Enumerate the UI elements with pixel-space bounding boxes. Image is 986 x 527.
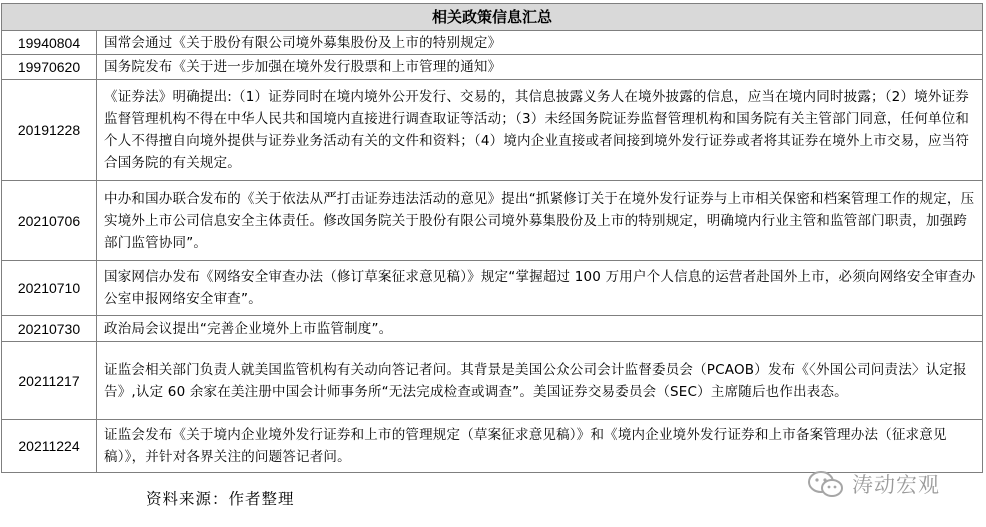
table-row bbox=[2, 316, 983, 342]
table-row bbox=[2, 181, 983, 261]
row-date: 20211217 bbox=[2, 342, 97, 420]
table-row bbox=[2, 420, 983, 473]
row-date: 20191228 bbox=[2, 80, 97, 181]
row-description: 国务院发布《关于进一步加强在境外发行股票和上市管理的通知》 bbox=[97, 55, 983, 80]
watermark bbox=[806, 469, 940, 499]
row-date: 20211224 bbox=[2, 420, 97, 473]
table-row bbox=[2, 261, 983, 316]
watermark-text: 涛动宏观 bbox=[852, 473, 940, 497]
row-description: 中办和国办联合发布的《关于依法从严打击证券违法活动的意见》提出“抓紧修订关于在境外发行证券与上市相关保密和档案管理工作的规定，压实境外上市公司信息安全主体责任。修改国务院关于股份有限公司境外募集股份及上市的特别规定，明确境内行业主管和监管部门职责，加强跨部门监管协同”。 bbox=[97, 181, 983, 261]
source-note: 资料来源：作者整理 bbox=[146, 490, 295, 508]
wechat-icon bbox=[806, 469, 846, 499]
row-date: 20210730 bbox=[2, 316, 97, 342]
row-date: 20210710 bbox=[2, 261, 97, 316]
row-description: 证监会相关部门负责人就美国监管机构有关动向答记者问。其背景是美国公众公司会计监督委员会（PCAOB）发布《〈外国公司问责法〉认定报告》,认定 60 余家在美注册中国会计师事务所“无法完成检查或调查”。美国证券交易委员会（SEC）主席随后也作出表态。 bbox=[97, 342, 983, 420]
table-row bbox=[2, 55, 983, 80]
row-description: 证监会发布《关于境内企业境外发行证券和上市的管理规定（草案征求意见稿）》和《境内企业境外发行证券和上市备案管理办法（征求意见稿）》，并针对各界关注的问题答记者问。 bbox=[97, 420, 983, 473]
row-description: 国家网信办发布《网络安全审查办法（修订草案征求意见稿）》规定“掌握超过 100 万用户个人信息的运营者赴国外上市，必须向网络安全审查办公室申报网络安全审查”。 bbox=[97, 261, 983, 316]
table-title-row bbox=[2, 4, 983, 31]
row-description: 《证券法》明确提出:（1）证券同时在境内境外公开发行、交易的，其信息披露义务人在境外披露的信息，应当在境内同时披露；（2）境外证券监督管理机构不得在中华人民共和国境内直接进行调查取证等活动；（3）未经国务院证券监督管理机构和国务院有关主管部门同意，任何单位和个人不得擅自向境外提供与证券业务活动有关的文件和资料；（4）境内企业直接或者间接到境外发行证券或者将其证券在境外上市交易，应当符合国务院的有关规定。 bbox=[97, 80, 983, 181]
table-title: 相关政策信息汇总 bbox=[2, 4, 983, 31]
row-description: 政治局会议提出“完善企业境外上市监管制度”。 bbox=[97, 316, 983, 342]
policy-table bbox=[1, 3, 983, 473]
table-row bbox=[2, 80, 983, 181]
row-date: 20210706 bbox=[2, 181, 97, 261]
row-date: 19940804 bbox=[2, 31, 97, 55]
table-row bbox=[2, 31, 983, 55]
table-row bbox=[2, 342, 983, 420]
row-description: 国常会通过《关于股份有限公司境外募集股份及上市的特别规定》 bbox=[97, 31, 983, 55]
row-date: 19970620 bbox=[2, 55, 97, 80]
